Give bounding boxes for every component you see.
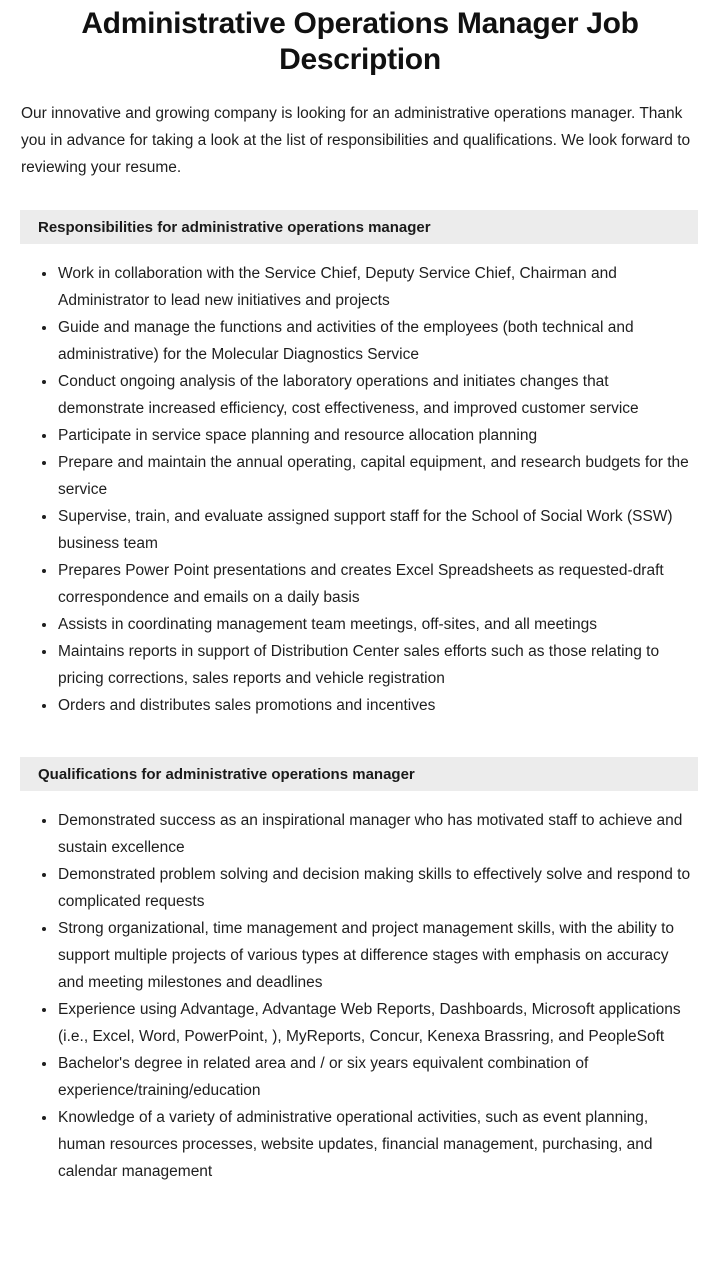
list-item: Bachelor's degree in related area and / or six years equivalent combination of experience/training/education bbox=[0, 1050, 698, 1104]
list-item: Prepare and maintain the annual operating, capital equipment, and research budgets for the service bbox=[0, 449, 698, 503]
list-item: Orders and distributes sales promotions and incentives bbox=[0, 692, 698, 719]
section-heading-label: Qualifications for administrative operations manager bbox=[38, 765, 415, 783]
list-item: Guide and manage the functions and activities of the employees (both technical and administrative) for the Molecular Diagnostics Service bbox=[0, 314, 698, 368]
section-qualifications bbox=[0, 757, 720, 1185]
intro-paragraph: Our innovative and growing company is looking for an administrative operations manager. Thank you in advance for taking a look at the list of responsibilities and qualifications. We look forward to reviewing your resume. bbox=[21, 105, 691, 176]
list-spacer bbox=[0, 719, 720, 728]
list-item: Conduct ongoing analysis of the laboratory operations and initiates changes that demonstrate increased efficiency, cost effectiveness, and improved customer service bbox=[0, 368, 698, 422]
section-header-qualifications bbox=[20, 757, 698, 791]
list-item: Maintains reports in support of Distribution Center sales efforts such as those relating to pricing corrections, sales reports and vehicle registration bbox=[0, 638, 698, 692]
list-item: Demonstrated success as an inspirational manager who has motivated staff to achieve and sustain excellence bbox=[0, 807, 698, 861]
section-heading-label: Responsibilities for administrative operations manager bbox=[38, 218, 431, 236]
list-item: Demonstrated problem solving and decision making skills to effectively solve and respond to complicated requests bbox=[0, 861, 698, 915]
list-item: Prepares Power Point presentations and creates Excel Spreadsheets as requested-draft correspondence and emails on a daily basis bbox=[0, 557, 698, 611]
list-item: Knowledge of a variety of administrative operational activities, such as event planning, human resources processes, website updates, financial management, purchasing, and calendar management bbox=[0, 1104, 698, 1185]
qualifications-list bbox=[0, 791, 720, 1185]
section-header-responsibilities bbox=[20, 210, 698, 244]
page-title: Administrative Operations Manager Job Description bbox=[81, 7, 639, 76]
list-item: Assists in coordinating management team meetings, off-sites, and all meetings bbox=[0, 611, 698, 638]
list-item: Experience using Advantage, Advantage Web Reports, Dashboards, Microsoft applications (i.e., Excel, Word, PowerPoint, ), MyReports, Concur, Kenexa Brassring, and PeopleSoft bbox=[0, 996, 698, 1050]
list-item: Strong organizational, time management and project management skills, with the ability to support multiple projects of various types at difference stages with emphasis on accuracy and meeting milestones and deadlines bbox=[0, 915, 698, 996]
list-item: Participate in service space planning and resource allocation planning bbox=[0, 422, 698, 449]
section-responsibilities bbox=[0, 210, 720, 728]
list-item: Work in collaboration with the Service Chief, Deputy Service Chief, Chairman and Administrator to lead new initiatives and projects bbox=[0, 260, 698, 314]
responsibilities-list bbox=[0, 244, 720, 719]
list-item: Supervise, train, and evaluate assigned support staff for the School of Social Work (SSW) business team bbox=[0, 503, 698, 557]
